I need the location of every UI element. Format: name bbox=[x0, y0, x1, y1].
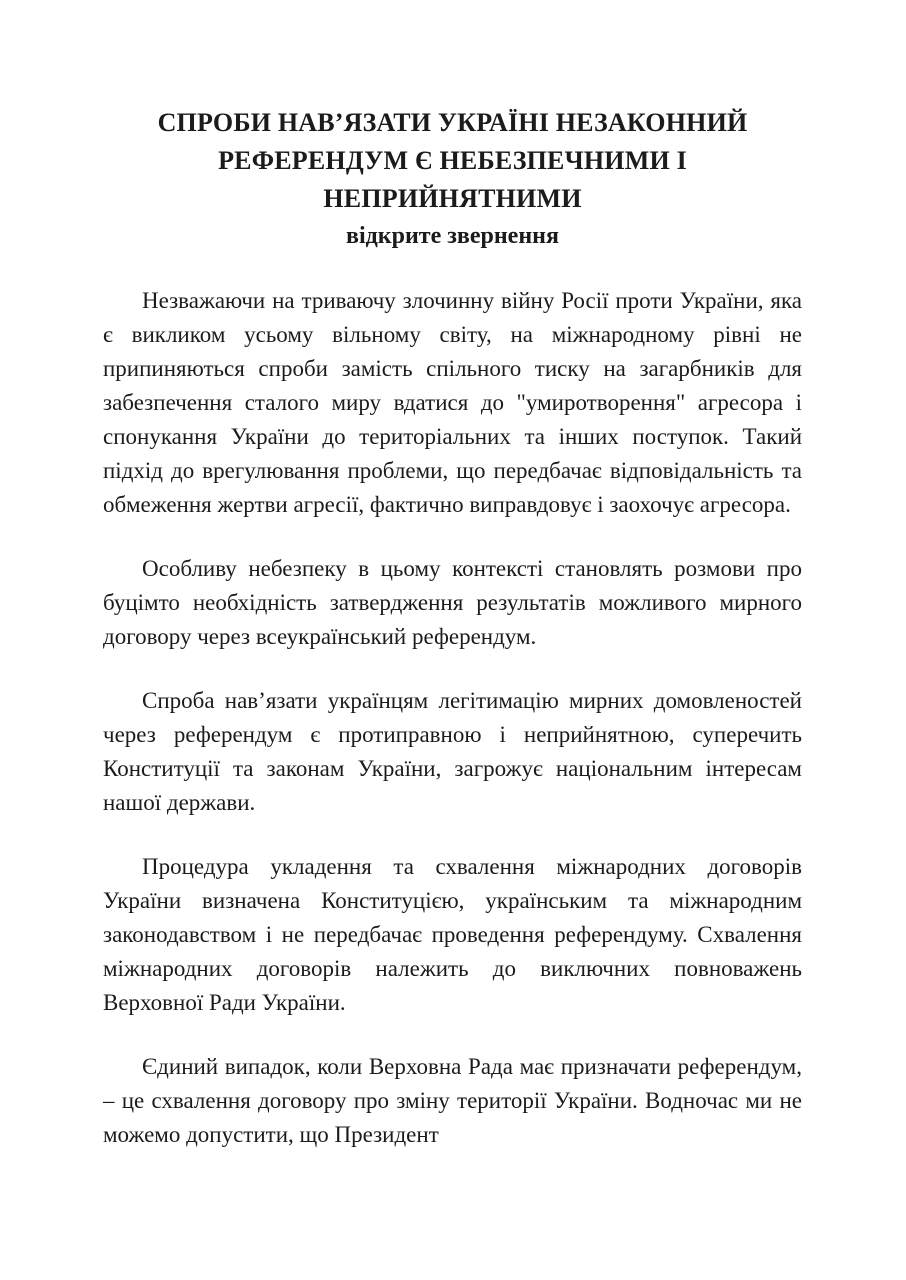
paragraph-3: Спроба нав’язати українцям легітимацію мирних домовленостей через референдум є протиправною і неприйнятною, суперечить Конституції та законам України, загрожує національним інтересам нашої держави. bbox=[103, 688, 802, 815]
paragraph-1: Незважаючи на триваючу злочинну війну Росії проти України, яка є викликом усьому вільному світу, на міжнародному рівні не припиняються спроби замість спільного тиску на загарбників для забезпечення сталого миру вдатися до "умиротворення" агресора і спонукання України до територіальних та інших поступок. Такий підхід до врегулювання проблеми, що передбачає відповідальність та обмеження жертви агресії, фактично виправдовує і заохочує агресора. bbox=[103, 288, 802, 517]
document-title-line-1: СПРОБИ НАВ’ЯЗАТИ УКРАЇНІ НЕЗАКОННИЙ bbox=[157, 108, 748, 137]
document-title-line-2: РЕФЕРЕНДУМ Є НЕБЕЗПЕЧНИМИ І НЕПРИЙНЯТНИМИ bbox=[218, 146, 687, 213]
paragraph-4: Процедура укладення та схвалення міжнародних договорів України визначена Конституцією, українським та міжнародним законодавством і не передбачає проведення референдуму. Схвалення міжнародних договорів належить до виключних повноважень Верховної Ради України. bbox=[103, 854, 802, 1015]
paragraph-2: Особливу небезпеку в цьому контексті становлять розмови про буцімто необхідність затвердження результатів можливого мирного договору через всеукраїнський референдум. bbox=[103, 556, 802, 649]
document-body bbox=[103, 284, 802, 1152]
document-subtitle: відкрите звернення bbox=[346, 223, 559, 249]
paragraph-5: Єдиний випадок, коли Верховна Рада має призначати референдум, – це схвалення договору про зміну території України. Водночас ми не можемо допустити, що Президент bbox=[103, 1054, 802, 1147]
document-title bbox=[103, 104, 802, 218]
